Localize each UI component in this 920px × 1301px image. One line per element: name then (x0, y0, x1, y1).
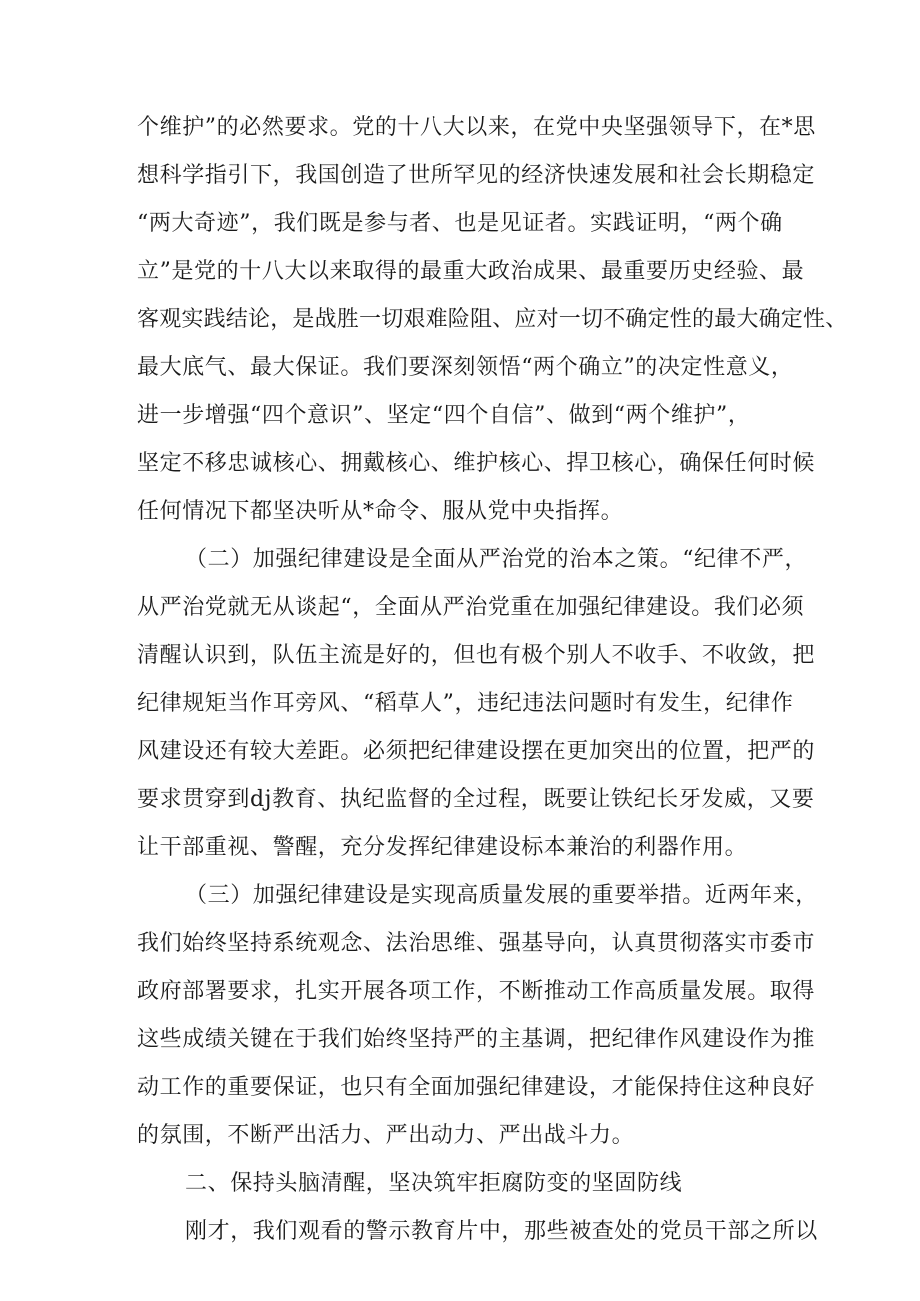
paragraph-heading-3: （三）加强纪律建设是实现高质量发展的重要举措。近两年来， (185, 883, 818, 908)
text-line: 清醒认识到，队伍主流是好的，但也有极个别人不收手、不收敛，把 (137, 643, 816, 668)
text-line: 任何情况下都坚决听从*命令、服从党中央指挥。 (137, 499, 624, 524)
text-line: 坚定不移忠诚核心、拥戴核心、维护核心、捍卫核心，确保任何时候 (137, 451, 816, 476)
text-line: 政府部署要求，扎实开展各项工作，不断推动工作高质量发展。取得 (137, 979, 816, 1004)
text-line: 刚才，我们观看的警示教育片中，那些被查处的党员干部之所以 (185, 1219, 818, 1244)
text-line: 纪律规矩当作耳旁风、“稻草人”，违纪违法问题时有发生，纪律作 (137, 691, 794, 716)
text-line: 我们始终坚持系统观念、法治思维、强基导向，认真贯彻落实市委市 (137, 931, 816, 956)
text-line: 立”是党的十八大以来取得的最重大政治成果、最重要历史经验、最 (137, 259, 805, 284)
text-line: 从严治党就无从谈起“，全面从严治党重在加强纪律建设。我们必须 (137, 595, 805, 620)
section-heading: 二、保持头脑清醒，坚决筑牢拒腐防变的坚固防线 (185, 1171, 683, 1196)
text-line: 客观实践结论，是战胜一切艰难险阻、应对一切不确定性的最大确定性、 (137, 307, 848, 332)
text-line: 风建设还有较大差距。必须把纪律建设摆在更加突出的位置，把严的 (137, 739, 816, 764)
text-line: 想科学指引下，我国创造了世所罕见的经济快速发展和社会长期稳定 (137, 163, 816, 188)
text-line: 最大底气、最大保证。我们要深刻领悟“两个确立”的决定性意义， (137, 355, 794, 380)
text-line: 进一步增强“四个意识”、坚定“四个自信”、做到“两个维护”， (137, 403, 751, 428)
text-line: 让干部重视、警醒，充分发挥纪律建设标本兼治的利器作用。 (137, 835, 748, 860)
text-line: 这些成绩关键在于我们始终坚持严的主基调，把纪律作风建设作为推 (137, 1027, 816, 1052)
text-line: 要求贯穿到dj教育、执纪监督的全过程，既要让铁纪长牙发威，又要 (137, 787, 815, 812)
text-line: 的氛围，不断严出活力、严出动力、严出战斗力。 (137, 1123, 635, 1148)
text-line: 动工作的重要保证，也只有全面加强纪律建设，才能保持住这种良好 (137, 1075, 816, 1100)
text-line: 个维护”的必然要求。党的十八大以来，在党中央坚强领导下，在*思 (137, 115, 816, 140)
text-line: “两大奇迹”，我们既是参与者、也是见证者。实践证明，“两个确 (137, 211, 783, 236)
paragraph-heading-2: （二）加强纪律建设是全面从严治党的治本之策。“纪律不严， (185, 547, 808, 572)
